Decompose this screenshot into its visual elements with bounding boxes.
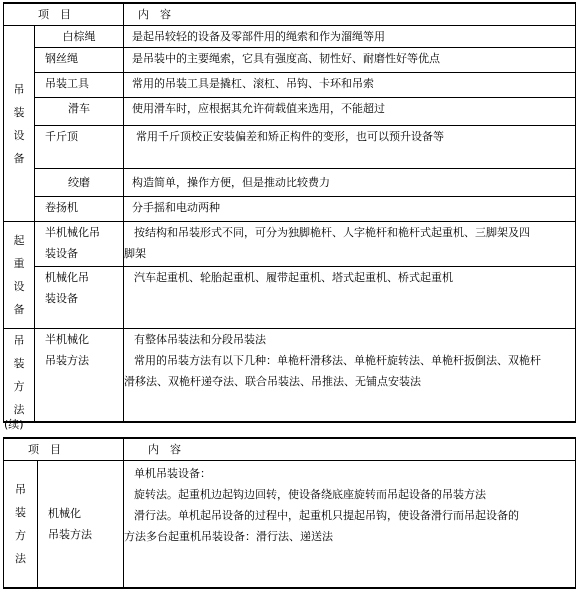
item-cell: 吊装工具 <box>35 73 124 98</box>
category-cell <box>4 461 38 589</box>
header-content: 内 容 <box>124 438 576 461</box>
category-char: 备 <box>13 151 25 165</box>
content-cell <box>124 461 576 589</box>
category-char: 方 <box>15 529 26 542</box>
table-row <box>4 169 576 197</box>
content-cell: 构造简单，操作方便，但是推动比较费力 <box>124 169 576 197</box>
continued-label: (续) <box>4 418 24 431</box>
header-content: 内 容 <box>124 3 576 26</box>
item-line: 吊装方法 <box>48 528 92 541</box>
item-line: 装设备 <box>45 247 78 260</box>
item-cell: 卷扬机 <box>35 197 124 222</box>
content-cell: 汽车起重机、轮胎起重机、履带起重机、塔式起重机、桥式起重机 <box>124 267 576 329</box>
table-row <box>4 222 576 267</box>
table-row <box>4 126 576 169</box>
category-char: 起 <box>13 234 25 247</box>
content-line: 滑行法。单机起吊设备的过程中，起重机只提起吊钩，使设备滑行而吊起设备的 <box>134 509 519 522</box>
category-char: 吊 <box>13 82 25 96</box>
table-row <box>4 461 576 589</box>
item-cell <box>38 461 124 589</box>
category-char: 吊 <box>15 483 26 496</box>
item-line: 机械化吊 <box>45 271 89 284</box>
content-line: 脚架 <box>124 247 146 260</box>
category-char: 法 <box>15 552 26 565</box>
item-cell: 钢丝绳 <box>35 48 124 73</box>
item-cell: 白棕绳 <box>35 26 124 48</box>
table-row <box>4 98 576 126</box>
content-cell: 是吊装中的主要绳索，它具有强度高、韧性好、耐磨性好等优点 <box>124 48 576 73</box>
table-row <box>4 267 576 329</box>
table-header-row <box>4 3 576 26</box>
header-item: 项 目 <box>4 3 124 26</box>
header-item: 项 目 <box>4 438 124 461</box>
table-header-row <box>4 438 576 461</box>
content-cell <box>124 222 576 267</box>
item-line: 吊装方法 <box>45 354 89 367</box>
item-cell <box>35 267 124 329</box>
content-line: 旋转法。起重机边起钩边回转，使设备绕底座旋转而吊起设备的吊装方法 <box>134 488 486 501</box>
category-cell <box>4 222 35 329</box>
content-cell <box>124 329 576 423</box>
item-cell <box>35 222 124 267</box>
category-char: 方 <box>13 380 25 393</box>
content-cell: 常用千斤顶校正安装偏差和矫正构件的变形，也可以预升设备等 <box>124 126 576 169</box>
category-char: 装 <box>13 357 25 370</box>
table-row <box>4 48 576 73</box>
item-line: 半机械化 <box>45 333 89 346</box>
item-cell: 滑车 <box>35 98 124 126</box>
category-char: 设 <box>13 280 25 293</box>
table-row <box>4 26 576 48</box>
category-char: 装 <box>15 506 26 519</box>
table-row <box>4 197 576 222</box>
item-line: 机械化 <box>48 507 81 520</box>
content-line: 方法多台起重机吊装设备：滑行法、递送法 <box>124 530 333 543</box>
content-cell: 分手摇和电动两种 <box>124 197 576 222</box>
item-line: 半机械化吊 <box>45 226 100 239</box>
content-line: 有整体吊装法和分段吊装法 <box>134 333 266 346</box>
category-char: 装 <box>13 105 25 119</box>
category-cell <box>4 26 35 222</box>
category-char: 设 <box>13 128 25 142</box>
item-cell: 千斤顶 <box>35 126 124 169</box>
table-main <box>3 2 576 423</box>
content-cell: 是起吊较轻的设备及零部件用的绳索和作为溜绳等用 <box>124 26 576 48</box>
content-cell: 使用滑车时，应根据其允许荷载值来选用，不能超过 <box>124 98 576 126</box>
content-line: 常用的吊装方法有以下几种：单桅杆滑移法、单桅杆旋转法、单桅杆扳倒法、双桅杆 <box>134 354 541 367</box>
table-row <box>4 73 576 98</box>
category-char: 重 <box>13 257 25 270</box>
table-row <box>4 329 576 423</box>
category-char: 备 <box>13 303 25 316</box>
category-cell <box>4 329 35 423</box>
item-line: 装设备 <box>45 292 78 305</box>
table-continued <box>3 437 576 589</box>
content-line: 单机吊装设备： <box>134 467 211 480</box>
category-char: 吊 <box>13 334 25 347</box>
item-cell: 绞磨 <box>35 169 124 197</box>
content-cell: 常用的吊装工具是撬杠、滚杠、吊钩、卡环和吊索 <box>124 73 576 98</box>
content-line: 按结构和吊装形式不同，可分为独脚桅杆、人字桅杆和桅杆式起重机、三脚架及四 <box>134 226 530 239</box>
category-char: 法 <box>13 403 25 416</box>
content-line: 滑移法、双桅杆递夺法、联合吊装法、吊推法、无铺点安装法 <box>124 375 421 388</box>
item-cell <box>35 329 124 423</box>
